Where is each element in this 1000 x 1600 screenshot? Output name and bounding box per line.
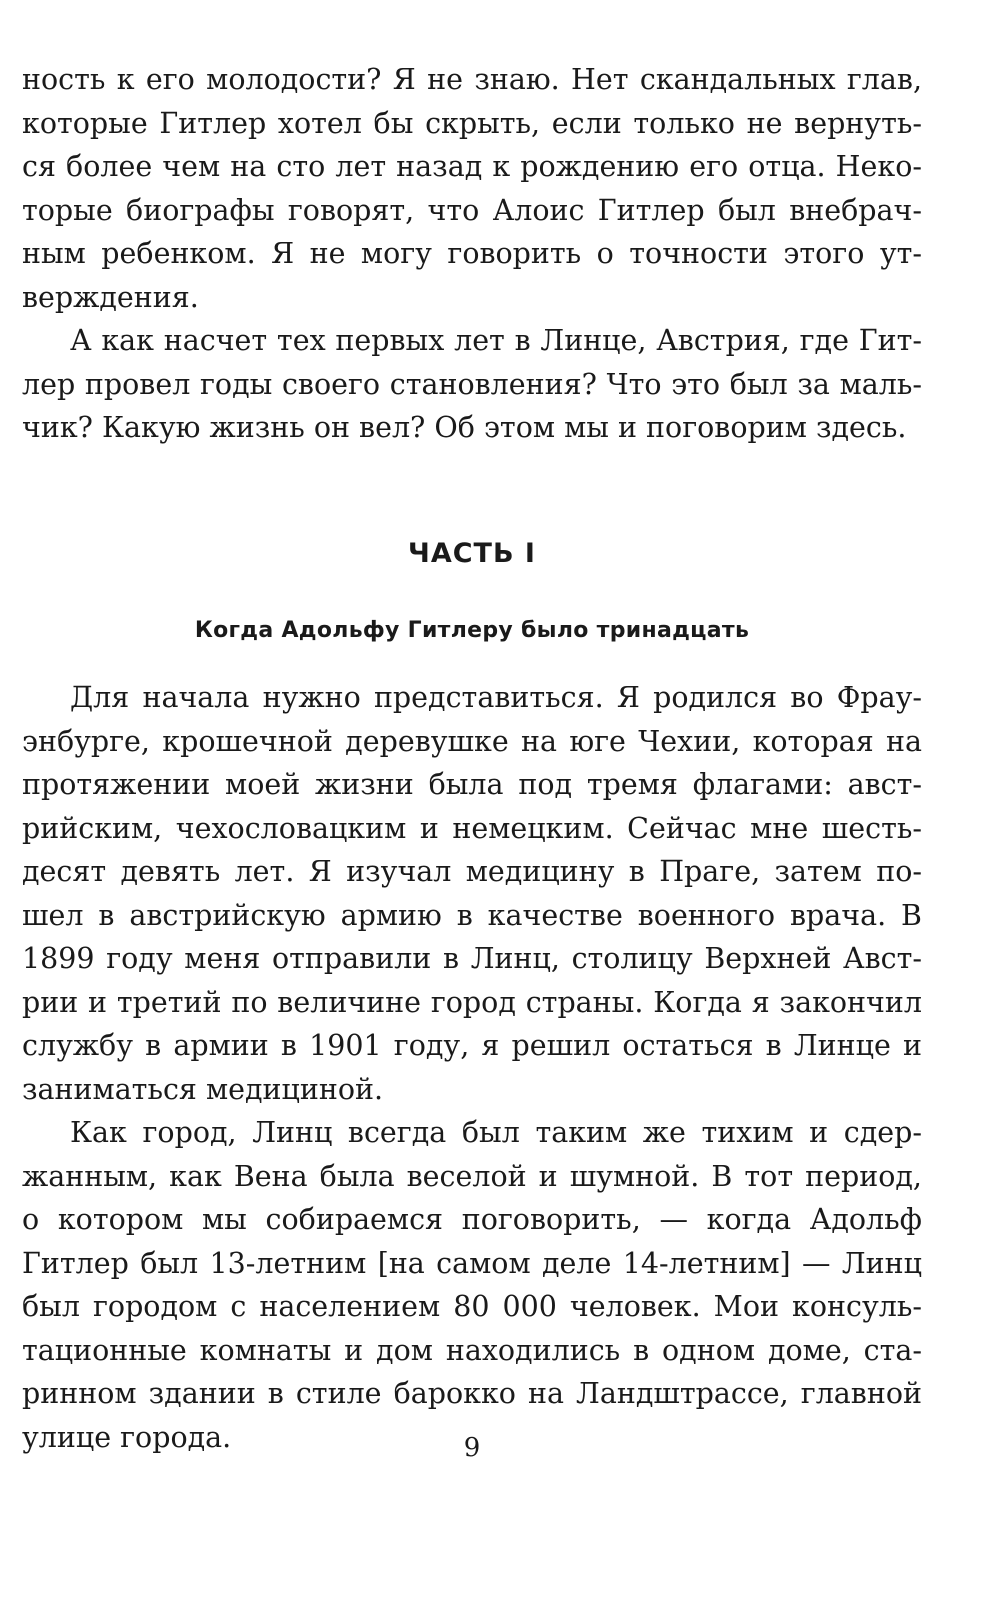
text-line: протяжении моей жизни была под тремя флагами: авст- [22, 768, 922, 801]
text-line: Для начала нужно представиться. Я родился во Фрау- [70, 681, 922, 714]
text-line: улице города. [22, 1420, 232, 1454]
text-line: жанным, как Вена была веселой и шумной. В тот период, [22, 1159, 922, 1193]
paragraph-intro-2 [22, 319, 922, 450]
text-line: торые биографы говорят, что Алоис Гитлер был внебрач- [22, 193, 922, 227]
text-line: шел в австрийскую армию в качестве военного врача. В [22, 898, 922, 932]
chapter-title: Когда Адольфу Гитлеру было тринадцать [194, 618, 750, 643]
text-line: заниматься медициной. [22, 1072, 384, 1106]
paragraph-body-1 [22, 676, 922, 1111]
text-line: 1899 году меня отправили в Линц, столицу Верхней Авст- [22, 942, 922, 975]
text-line: службу в армии в 1901 году, я решил остаться в Линце и [22, 1029, 922, 1062]
chapter-body [22, 676, 922, 1459]
text-line: которые Гитлер хотел бы скрыть, если только не вернуть- [22, 106, 922, 140]
text-line: А как насчет тех первых лет в Линце, Австрия, где Гит- [70, 324, 922, 357]
text-line: тационные комнаты и дом находились в одном доме, ста- [22, 1333, 922, 1367]
intro-section [22, 58, 922, 450]
text-line: Как город, Линц всегда был таким же тихим и сдер- [70, 1116, 922, 1149]
text-line: лер провел годы своего становления? Что это был за маль- [22, 367, 922, 401]
text-line: десят девять лет. Я изучал медицину в Праге, затем по- [22, 855, 922, 888]
text-line: Гитлер был 13-летним [на самом деле 14-летним] — Линц [22, 1246, 922, 1280]
text-line: чик? Какую жизнь он вел? Об этом мы и поговорим здесь. [22, 411, 907, 444]
text-line: о котором мы собираемся поговорить, — когда Адольф [22, 1203, 922, 1236]
text-line: был городом с населением 80 000 человек. Мои консуль- [22, 1290, 922, 1323]
part-title: ЧАСТЬ I [408, 538, 536, 569]
text-line: энбурге, крошечной деревушке на юге Чехии, которая на [22, 724, 922, 758]
text-line: рии и третий по величине город страны. Когда я закончил [22, 985, 922, 1019]
text-line: верждения. [22, 280, 199, 314]
paragraph-intro [22, 58, 922, 319]
text-line: ся более чем на сто лет назад к рождению его отца. Неко- [22, 150, 922, 183]
text-line: ность к его молодости? Я не знаю. Нет скандальных глав, [22, 63, 922, 96]
text-line: ным ребенком. Я не могу говорить о точности этого ут- [22, 237, 922, 270]
text-line: ринном здании в стиле барокко на Ландштрассе, главной [22, 1377, 922, 1410]
text-line: рийским, чехословацким и немецким. Сейчас мне шесть- [22, 811, 922, 845]
page-number: 9 [463, 1433, 481, 1463]
paragraph-body-2 [22, 1111, 922, 1459]
